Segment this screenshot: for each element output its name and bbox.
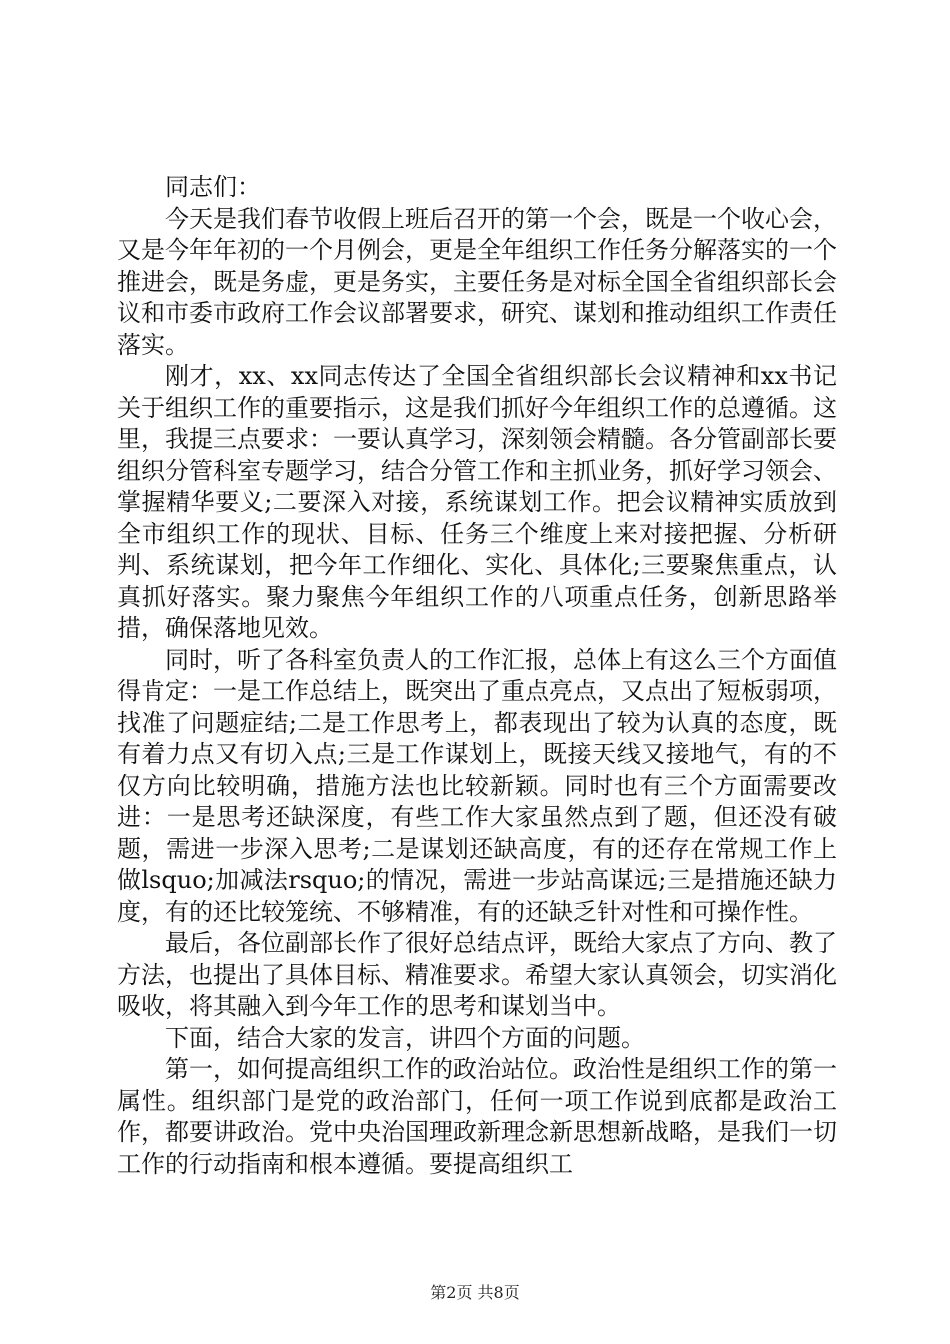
paragraph-intro: 今天是我们春节收假上班后召开的第一个会，既是一个收心会，又是今年年初的一个月例会，更是全年组织工作任务分解落实的一个推进会，既是务虚，更是务实，主要任务是对标全国全省组织部长会议和市委市政府工作会议部署要求，研究、谋划和推动组织工作责任落实。 xyxy=(117,204,837,359)
paragraph-first-point: 第一，如何提高组织工作的政治站位。政治性是组织工作的第一属性。组织部门是党的政治部门，任何一项工作说到底都是政治工作，都要讲政治。党中央治国理政新理念新思想新战略，是我们一切工作的行动指南和根本遵循。要提高组织工 xyxy=(117,1055,837,1178)
paragraph-review: 同时，听了各科室负责人的工作汇报，总体上有这么三个方面值得肯定：一是工作总结上，既突出了重点亮点，又点出了短板弱项，找准了问题症结;二是工作思考上，都表现出了较为认真的态度，既有着力点又有切入点;三是工作谋划上，既接天线又接地气，有的不仅方向比较明确，措施方法也比较新颖。同时也有三个方面需要改进：一是思考还缺深度，有些工作大家虽然点到了题，但还没有破题，需进一步深入思考;二是谋划还缺高度，有的还存在常规工作上做lsquo;加减法rsquo;的情况，需进一步站高谋远;三是措施还缺力度，有的还比较笼统、不够精准，有的还缺乏针对性和可操作性。 xyxy=(117,645,837,926)
paragraph-transition: 下面，结合大家的发言，讲四个方面的问题。 xyxy=(165,1023,645,1052)
paragraph-closing-remarks: 最后，各位副部长作了很好总结点评，既给大家点了方向、教了方法，也提出了具体目标、精准要求。希望大家认真领会，切实消化吸收，将其融入到今年工作的思考和谋划当中。 xyxy=(117,929,837,1020)
document-body xyxy=(117,172,837,1180)
page-footer: 第2页 共8页 xyxy=(430,1283,520,1302)
paragraph-requirements: 刚才，xx、xx同志传达了全国全省组织部长会议精神和xx书记关于组织工作的重要指示，这是我们抓好今年组织工作的总遵循。这里，我提三点要求：一要认真学习，深刻领会精髓。各分管副部长要组织分管科室专题学习，结合分管工作和主抓业务，抓好学习领会、掌握精华要义;二要深入对接，系统谋划工作。把会议精神实质放到全市组织工作的现状、目标、任务三个维度上来对接把握、分析研判、系统谋划，把今年工作细化、实化、具体化;三要聚焦重点，认真抓好落实。聚力聚焦今年组织工作的八项重点任务，创新思路举措，确保落地见效。 xyxy=(117,362,837,642)
salutation: 同志们： xyxy=(165,173,261,201)
